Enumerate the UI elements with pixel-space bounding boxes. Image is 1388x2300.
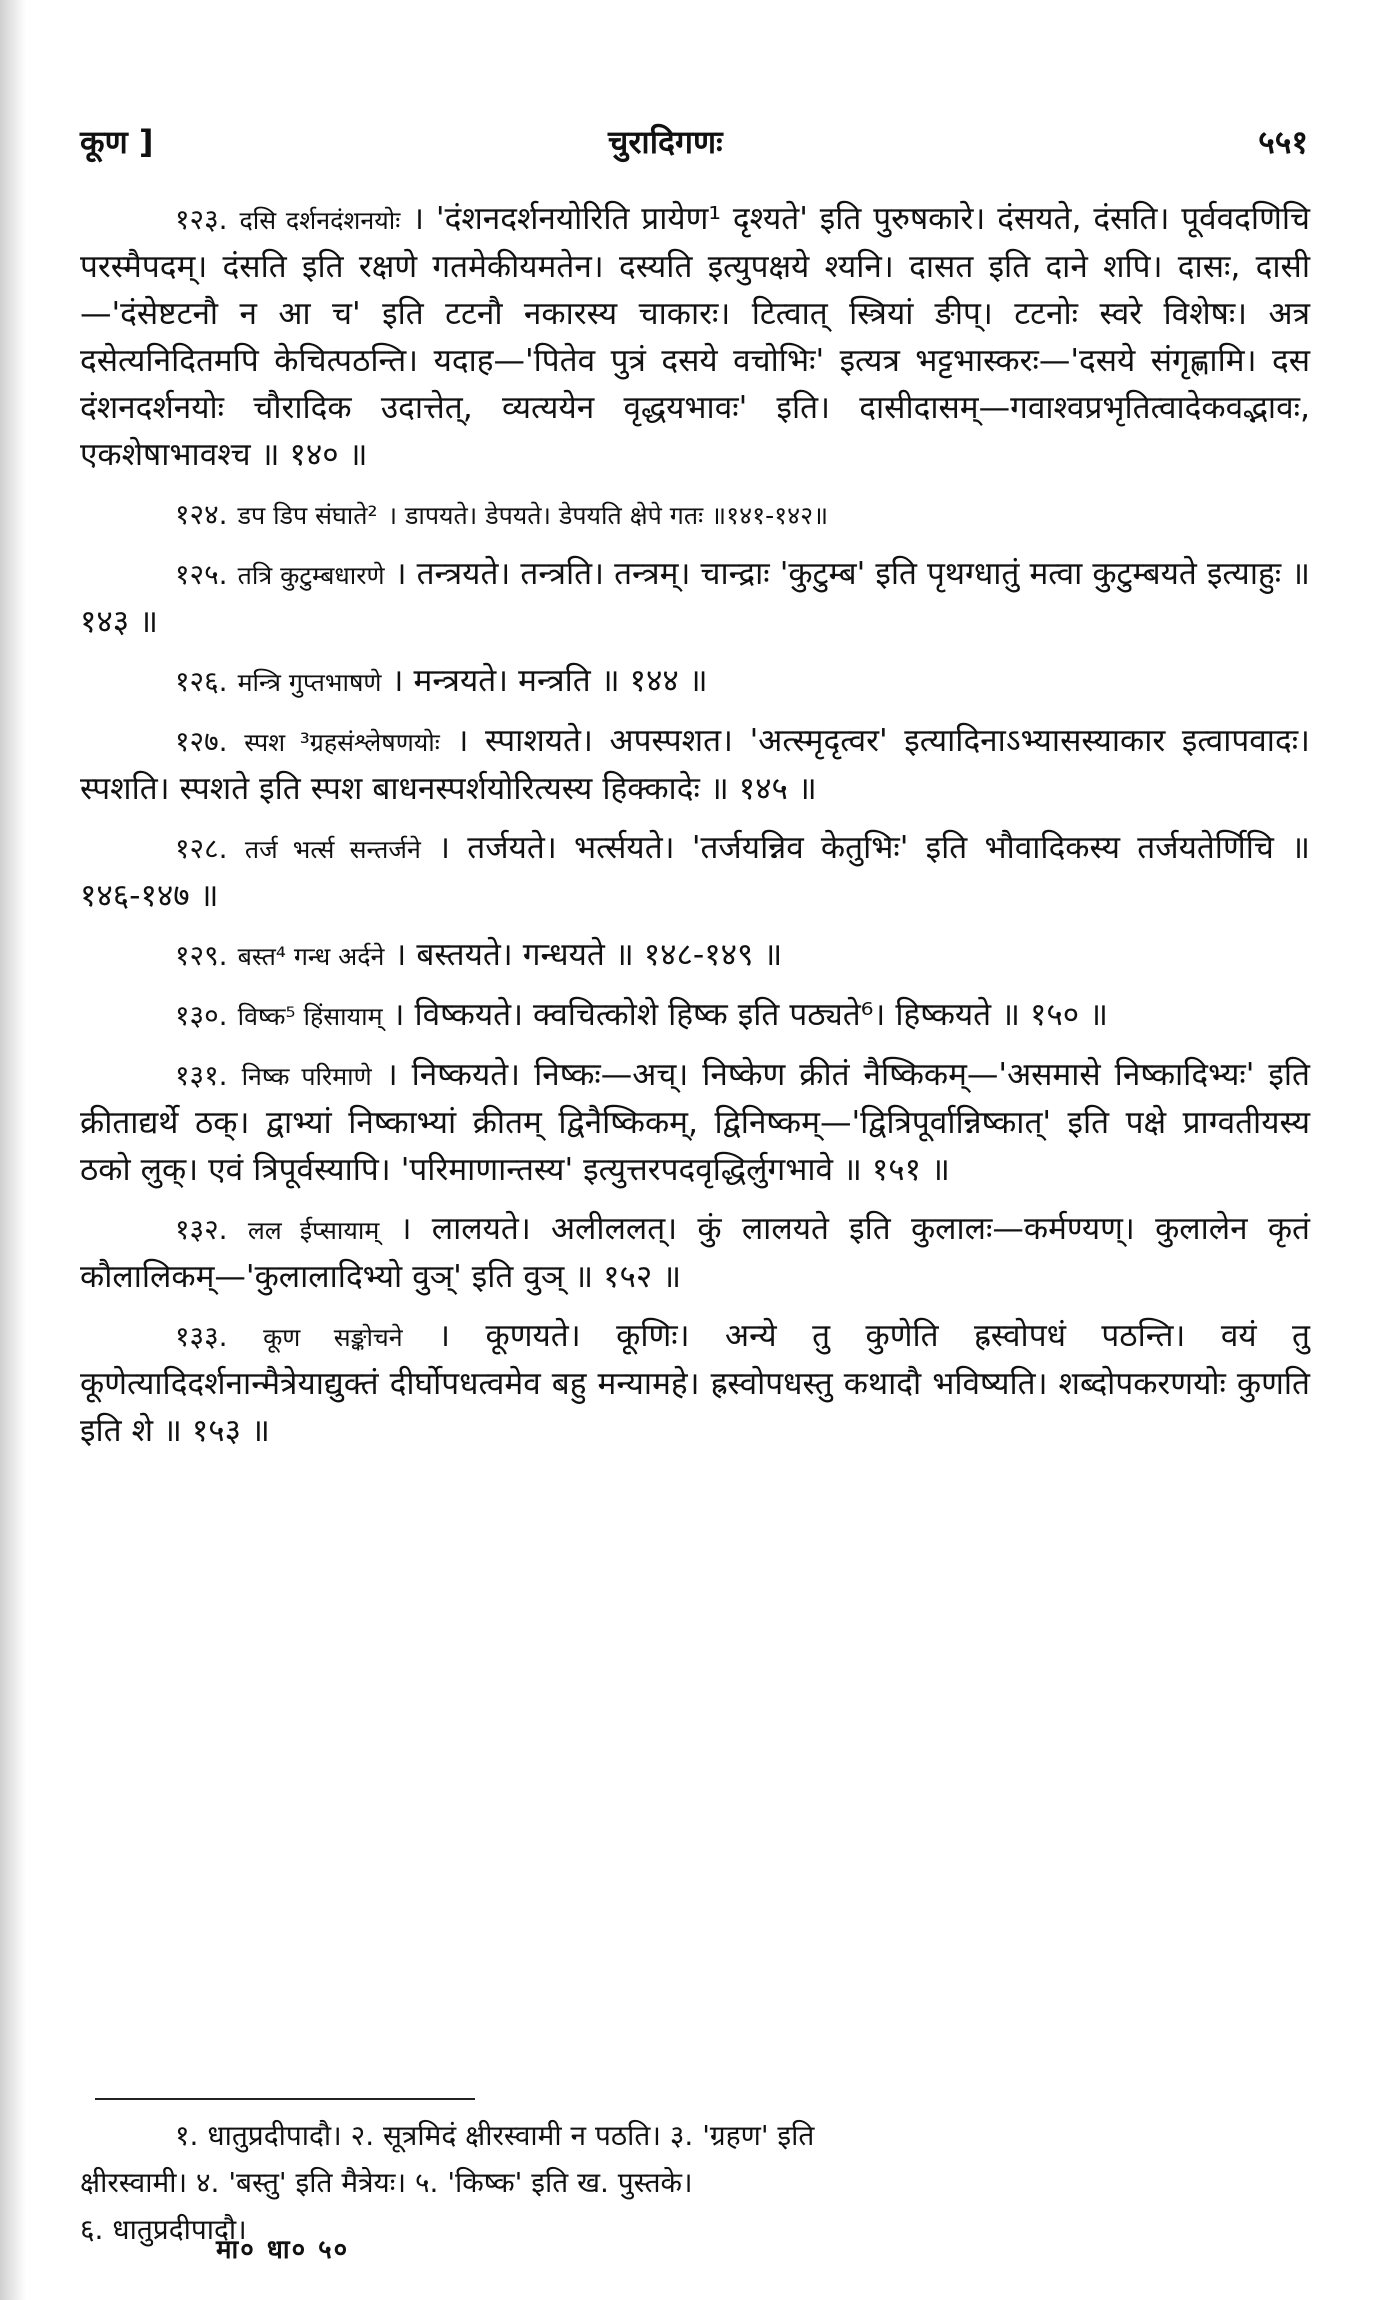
entry-number: १२८. (175, 832, 228, 865)
entry-root: लल ईप्सायाम् (247, 1216, 380, 1245)
entry-root: तत्रि कुटुम्बधारणे (237, 561, 385, 590)
entry-number: १३३. (175, 1320, 228, 1353)
entry-number: १३२. (175, 1213, 228, 1246)
header-left: कूण ] (80, 123, 154, 161)
entry-number: १२६. (175, 665, 228, 698)
running-header (80, 120, 1308, 170)
entry-paragraph (80, 491, 1310, 539)
entry-root: बस्त⁴ गन्ध अर्दने (237, 942, 385, 971)
entry-paragraph (80, 932, 1310, 980)
entry-root: निष्क परिमाणे (241, 1062, 372, 1091)
printer-signature: मा० धा० ५० (216, 2235, 350, 2265)
entry-number: १२५. (175, 558, 228, 591)
entry-text: । 'दंशनदर्शनयोरिति प्रायेण¹ दृश्यते' इति पुरुषकारे। दंसयते, दंसति। पूर्ववदणिचि परस्मैपदम्। दंसति इति रक्षणे गतमेकीयमतेन। दस्यति इत्युपक्षये श्यनि। दासत इति दाने शपि। दासः, दासी—'दंसेष्टटनौ न आ च' इति टटनौ नकारस्य चाकारः। टित्वात् स्त्रियां ङीप्। टटनोः स्वरे विशेषः। अत्र दसेत्यनिदितमपि केचित्पठन्ति। यदाह—'पितेव पुत्रं दसये वचोभिः' इत्यत्र भट्टभास्करः—'दसये संगृह्णामि। दस दंशनदर्शनयोः चौरादिक उदात्तेत्, व्यत्ययेन वृद्धयभावः' इति। दासीदासम्—गवाश्वप्रभृतित्वादेकवद्भावः, एकशेषाभावश्च ॥ १४० ॥ (80, 201, 1311, 473)
entry-paragraph (80, 992, 1310, 1040)
entry-root: दसि दर्शनदंशनयोः (239, 206, 401, 235)
entry-paragraph (80, 658, 1310, 706)
footnote-line: १. धातुप्रदीपादौ। २. सूत्रमिदं क्षीरस्वामी न पठति। ३. 'ग्रहण' इति (175, 2119, 815, 2152)
entry-paragraph (80, 551, 1310, 646)
entry-paragraph (80, 825, 1310, 920)
entry-root: डप डिप संघाते² (237, 501, 378, 530)
entry-number: १३१. (175, 1059, 228, 1092)
entry-paragraph (80, 1313, 1310, 1455)
entry-text: । मन्त्रयते। मन्त्रति ॥ १४४ ॥ (391, 663, 708, 699)
entry-text: । डापयते। डेपयते। डेपयति क्षेपे गतः ॥१४१-१४२॥ (387, 501, 829, 530)
entry-text: । तन्त्रयते। तन्त्रति। तन्त्रम्। चान्द्राः 'कुटुम्ब' इति पृथग्धातुं मत्वा कुटुम्बयते इत्याहुः ॥ १४३ ॥ (80, 556, 1310, 640)
footnote-line: ६. धातुप्रदीपादौ। (80, 2213, 247, 2246)
entry-number: १२३. (175, 203, 228, 236)
entry-root: तर्ज भर्त्स सन्तर्जने (244, 835, 421, 864)
entry-paragraph (80, 1052, 1310, 1194)
entry-number: १३०. (175, 999, 228, 1032)
entry-text: । निष्कयते। निष्कः—अच्। निष्केण क्रीतं नैष्किकम्—'असमासे निष्कादिभ्यः' इति क्रीताद्यर्थे ठक्। द्वाभ्यां निष्काभ्यां क्रीतम् द्विनैष्किकम्, द्विनिष्कम्—'द्वित्रिपूर्वान्निष्कात्' इति पक्षे प्राग्वतीयस्य ठको लुक्। एवं त्रिपूर्वस्यापि। 'परिमाणान्तस्य' इत्युत्तरपदवृद्धिर्लुगभावे ॥ १५१ ॥ (80, 1057, 1310, 1188)
entry-text: । तर्जयते। भर्त्सयते। 'तर्जयन्निव केतुभिः' इति भौवादिकस्य तर्जयतेर्णिचि ॥ १४६-१४७ ॥ (80, 830, 1310, 914)
entry-text: । कूणयते। कूणिः। अन्ये तु कुणेति ह्रस्वोपधं पठन्ति। वयं तु कूणेत्यादिदर्शनान्मैत्रेयाद्युक्तं दीर्घोपधत्वमेव बहु मन्यामहे। ह्रस्वोपधस्तु कथादौ भविष्यति। शब्दोपकरणयोः कुणति इति शे ॥ १५३ ॥ (80, 1318, 1311, 1449)
entry-paragraph (80, 1206, 1310, 1301)
footnote-line: क्षीरस्वामी। ४. 'बस्तु' इति मैत्रेयः। ५. 'किष्क' इति ख. पुस्तके। (80, 2166, 693, 2199)
entry-number: १२४. (175, 498, 228, 531)
entry-root: मन्त्रि गुप्तभाषणे (237, 668, 382, 697)
entry-root: स्पश ³ग्रहसंश्लेषणयोः (244, 728, 440, 757)
entry-text: । बस्तयते। गन्धयते ॥ १४८-१४९ ॥ (394, 937, 783, 973)
entry-text: । स्पाशयते। अपस्पशत। 'अत्स्मृदृत्वर' इत्यादिनाऽभ्यासस्याकार इत्वापवादः। स्पशति। स्पशते इति स्पश बाधनस्पर्शयोरित्यस्य हिक्कादेः ॥ १४५ ॥ (80, 723, 1310, 807)
page-number: ५५१ (1258, 123, 1308, 161)
entry-text: । लालयते। अलीललत्। कुं लालयते इति कुलालः—कर्मण्यण्। कुलालेन कृतं कौलालिकम्—'कुलालादिभ्यो वुञ्' इति वुञ् ॥ १५२ ॥ (80, 1211, 1311, 1295)
entry-number: १२९. (175, 939, 228, 972)
entry-root: कूण सङ्कोचने (263, 1323, 403, 1352)
entry-paragraph (80, 196, 1310, 479)
entry-paragraph (80, 718, 1310, 813)
entry-root: विष्क⁵ हिंसायाम् (237, 1002, 383, 1031)
header-title: चुरादिगणः (608, 123, 723, 161)
footnote-divider (95, 2098, 475, 2100)
entry-text: । विष्कयते। क्वचित्कोशे हिष्क इति पठ्यते⁶। हिष्कयते ॥ १५० ॥ (392, 997, 1109, 1033)
binding-shadow (0, 0, 26, 2300)
main-text (80, 196, 1310, 1467)
entry-number: १२७. (175, 725, 228, 758)
